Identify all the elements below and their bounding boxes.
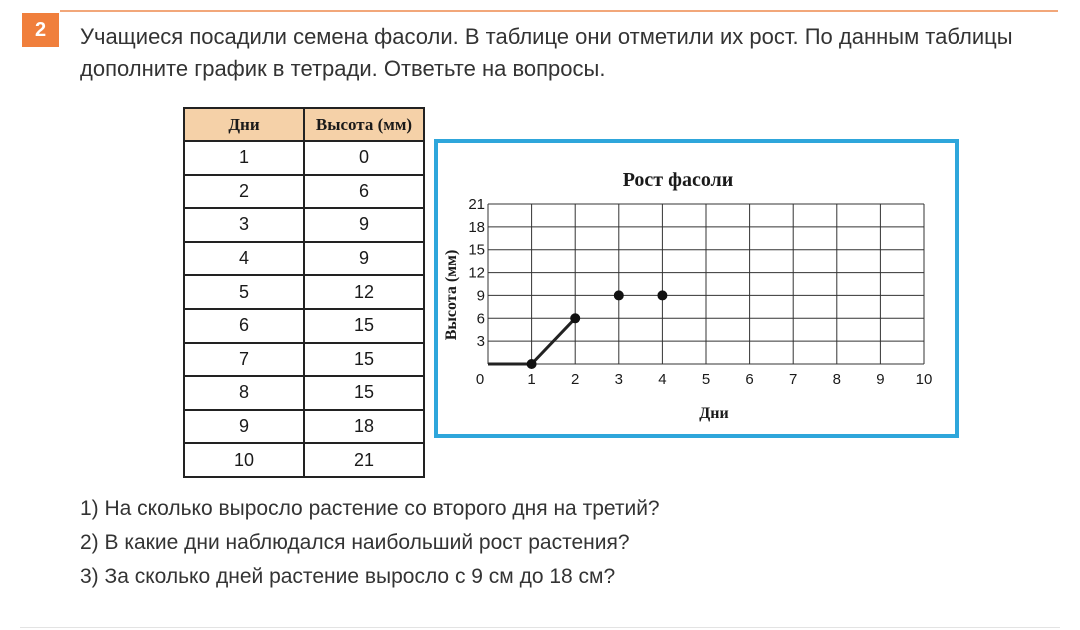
table-row [184, 309, 424, 343]
x-tick-label: 8 [832, 371, 841, 388]
table-row [184, 443, 424, 477]
table-cell-height: 0 [304, 141, 424, 175]
data-point [527, 359, 537, 369]
y-tick-labels [468, 196, 485, 350]
table-cell-day: 2 [184, 175, 304, 209]
task-number-badge: 2 [22, 13, 59, 47]
y-tick-label: 3 [476, 333, 485, 351]
x-tick-label: 9 [876, 371, 885, 388]
question-1: 1) На сколько выросло растение со второго дня на третий? [80, 497, 660, 520]
table-cell-day: 6 [184, 309, 304, 343]
y-tick-label: 6 [476, 310, 485, 328]
chart-title: Рост фасоли [622, 169, 734, 191]
table-row [184, 175, 424, 209]
table-header-height: Высота (мм) [304, 108, 424, 141]
chart-series [488, 290, 667, 369]
table-cell-height: 15 [304, 309, 424, 343]
table-cell-day: 5 [184, 275, 304, 309]
table-cell-height: 9 [304, 208, 424, 242]
table-cell-height: 15 [304, 343, 424, 377]
table-row [184, 376, 424, 410]
bottom-divider [20, 627, 1060, 628]
table-cell-height: 18 [304, 410, 424, 444]
question-3: 3) За сколько дней растение выросло с 9 см до 18 см? [80, 565, 616, 588]
x-tick-label: 0 [475, 371, 485, 388]
chart-canvas [438, 143, 955, 434]
questions-list [80, 492, 1060, 594]
x-tick-label: 7 [789, 371, 798, 388]
table-row [184, 343, 424, 377]
growth-table [183, 107, 425, 478]
table-row [184, 275, 424, 309]
y-tick-label: 9 [476, 287, 485, 305]
table-cell-height: 9 [304, 242, 424, 276]
bean-growth-chart [434, 139, 959, 438]
table-row [184, 242, 424, 276]
x-tick-label: 6 [745, 371, 754, 388]
x-tick-label: 1 [527, 371, 536, 388]
x-tick-labels [476, 371, 933, 388]
table-cell-day: 7 [184, 343, 304, 377]
table-cell-day: 8 [184, 376, 304, 410]
x-tick-label: 5 [701, 371, 711, 388]
y-tick-label: 18 [468, 218, 485, 236]
table-cell-height: 12 [304, 275, 424, 309]
x-tick-label: 2 [571, 371, 580, 388]
y-tick-label: 12 [468, 264, 485, 282]
data-point [657, 290, 667, 300]
y-axis-label: Высота (мм) [443, 249, 460, 341]
table-header-days: Дни [184, 108, 304, 141]
table-cell-height: 15 [304, 376, 424, 410]
y-tick-label: 15 [468, 241, 485, 259]
x-tick-label: 3 [614, 371, 623, 388]
table-row [184, 208, 424, 242]
x-tick-label: 10 [915, 371, 933, 388]
table-cell-day: 1 [184, 141, 304, 175]
table-cell-day: 3 [184, 208, 304, 242]
table-row [184, 141, 424, 175]
data-point [614, 290, 624, 300]
data-point [570, 313, 580, 323]
x-tick-label: 4 [658, 371, 667, 388]
y-tick-label: 21 [468, 196, 485, 213]
table-cell-day: 9 [184, 410, 304, 444]
table-row [184, 410, 424, 444]
table-cell-day: 10 [184, 443, 304, 477]
table-cell-height: 21 [304, 443, 424, 477]
table-cell-day: 4 [184, 242, 304, 276]
question-2: 2) В какие дни наблюдался наибольший рост растения? [80, 531, 630, 554]
x-axis-label: Дни [699, 405, 729, 422]
task-text: Учащиеся посадили семена фасоли. В таблице они отметили их рост. По данным таблицы дополните график в тетради. Ответьте на вопросы. [80, 24, 1013, 81]
table-cell-height: 6 [304, 175, 424, 209]
top-divider [60, 10, 1058, 12]
table-header-row [184, 108, 424, 141]
